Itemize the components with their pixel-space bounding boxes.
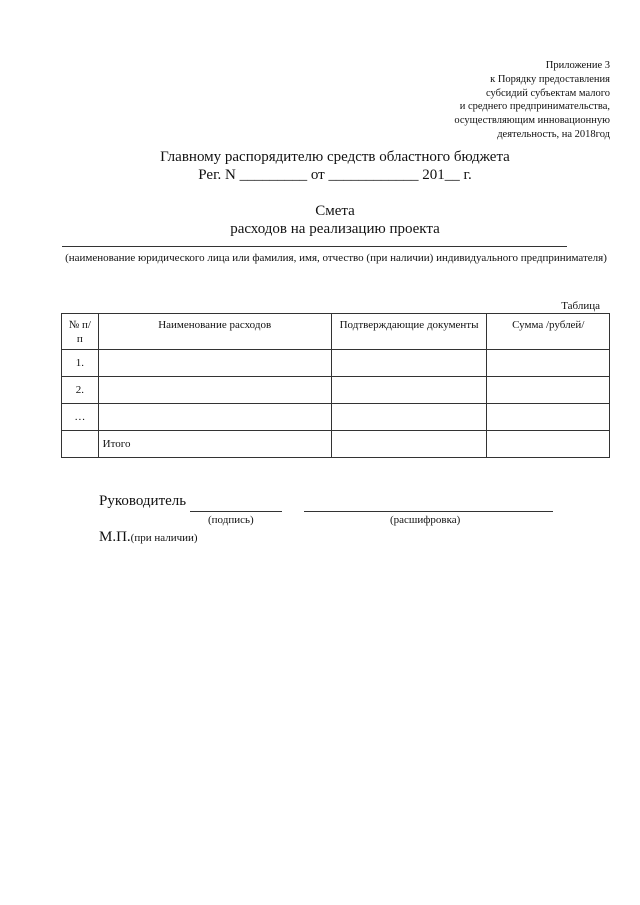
appendix-line: субсидий субъектам малого	[486, 87, 610, 99]
signature-blank	[190, 511, 282, 512]
registration-line: Рег. N _________ от ____________ 201__ г.	[198, 167, 472, 183]
addressee-block	[0, 148, 640, 184]
header-documents: Подтверждающие документы	[331, 314, 487, 350]
total-label: Итого	[98, 431, 331, 458]
applicant-name-blank	[62, 246, 567, 247]
appendix-line: и среднего предпринимательства,	[459, 101, 610, 113]
appendix-line: осуществляющим инновационную	[454, 115, 610, 127]
applicant-caption: (наименование юридического лица или фамилия, имя, отчество (при наличии) индивидуального предпринимателя)	[65, 252, 607, 264]
row-number: 1.	[62, 350, 99, 377]
stamp-label: М.П.	[99, 529, 131, 545]
row-number: 2.	[62, 377, 99, 404]
total-number-cell	[62, 431, 99, 458]
appendix-line: Приложение 3	[545, 60, 610, 71]
appendix-line: деятельность, на 2018год	[497, 128, 610, 140]
signature-caption: (подпись)	[208, 514, 254, 526]
decode-caption: (расшифровка)	[390, 514, 461, 526]
subtitle-line: расходов на реализацию проекта	[230, 221, 440, 237]
table-row	[62, 377, 610, 404]
row-expense-name	[98, 404, 331, 431]
expenses-table	[61, 313, 610, 458]
row-amount	[487, 377, 610, 404]
row-amount	[487, 350, 610, 377]
document-title	[0, 202, 640, 238]
header-number: № п/п	[62, 314, 99, 350]
table-label: Таблица	[561, 300, 600, 312]
addressee-line: Главному распорядителю средств областного бюджета	[160, 149, 510, 165]
table-total-row	[62, 431, 610, 458]
total-amount	[487, 431, 610, 458]
table-row	[62, 404, 610, 431]
table-row	[62, 350, 610, 377]
stamp-place	[99, 529, 198, 546]
stamp-note: (при наличии)	[130, 532, 198, 544]
header-amount: Сумма /рублей/	[487, 314, 610, 350]
total-documents	[331, 431, 487, 458]
row-documents	[331, 377, 487, 404]
appendix-line: к Порядку предоставления	[490, 73, 610, 85]
decode-blank	[304, 511, 553, 512]
table-header-row	[62, 314, 610, 350]
row-documents	[331, 404, 487, 431]
title-line: Смета	[315, 203, 355, 219]
row-documents	[331, 350, 487, 377]
header-expense-name: Наименование расходов	[98, 314, 331, 350]
signer-label: Руководитель	[99, 493, 187, 509]
appendix-note	[310, 59, 610, 142]
row-expense-name	[98, 377, 331, 404]
row-number: …	[62, 404, 99, 431]
row-expense-name	[98, 350, 331, 377]
row-amount	[487, 404, 610, 431]
